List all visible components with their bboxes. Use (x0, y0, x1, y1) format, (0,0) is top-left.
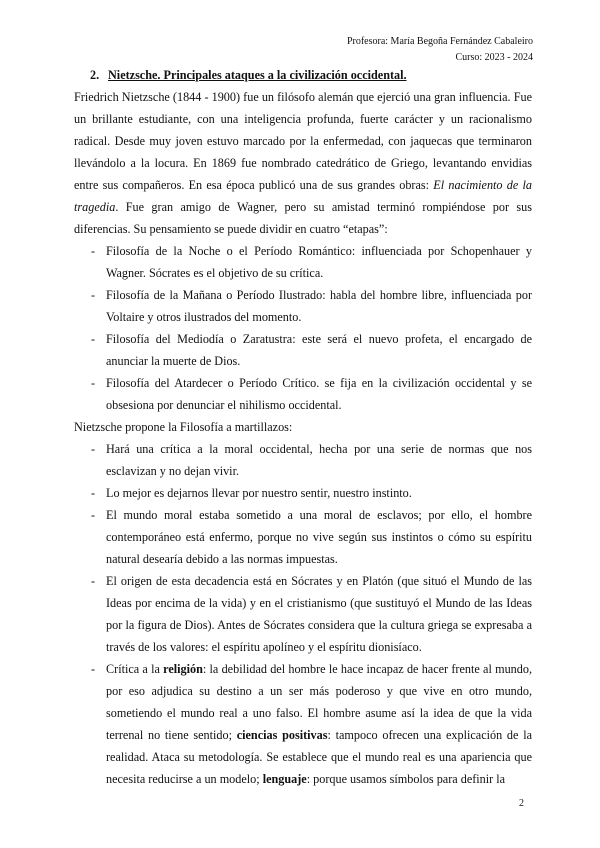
critique-text (106, 662, 532, 786)
point-text: El origen de esta decadencia está en Sócrates y en Platón (que situó el Mundo de las Ideas por encima de la vida) y en el cristianismo (que sustituyó el Mundo de las Ideas por la figura de Dios). Antes de Sócrates considera que la cultura griega se expresaba a través de los valores: el espíritu apolíneo y el espíritu dionisíaco. (106, 574, 532, 654)
critique-part: : tampoco ofrecen una explicación de la realidad. Ataca su metodología. Se establece que el mundo real es una apariencia que necesita reducirse a un modelo; (106, 728, 532, 786)
keyword-religion: religión (163, 662, 203, 676)
bullet-dash: - (91, 244, 96, 258)
list-item (74, 504, 532, 570)
section-title: Nietzsche. Principales ataques a la civilización occidental. (108, 68, 407, 82)
section-heading (74, 64, 532, 86)
page-number: 2 (519, 798, 524, 809)
bullet-dash: - (91, 486, 96, 500)
list-item (74, 240, 532, 284)
point-text: Lo mejor es dejarnos llevar por nuestro sentir, nuestro instinto. (106, 486, 412, 500)
intro-text-end: . Fue gran amigo de Wagner, pero su amistad terminó rompiéndose por sus diferencias. Su pensamiento se puede dividir en cuatro “etapas”: (74, 200, 532, 236)
intro-text-start: Friedrich Nietzsche (1844 - 1900) fue un filósofo alemán que ejerció una gran influencia. Fue un brillante estudiante, con una inteligencia profunda, fuerte carácter y un racionalismo radical. Desde muy joven estuvo marcado por la enfermedad, con jaquecas que terminaron llevándolo a la locura. En 1869 fue nombrado catedrático de Griego, levantando envidias entre sus compañeros. En esa época publicó una de sus grandes obras: (74, 90, 532, 192)
list-item (74, 658, 532, 790)
list-item (74, 372, 532, 416)
bullet-dash: - (91, 442, 96, 456)
hammer-points-list (74, 438, 532, 790)
teacher-name: Profesora: María Begoña Fernández Cabaleiro (346, 36, 533, 47)
list-item (74, 284, 532, 328)
stage-text: Filosofía de la Mañana o Período Ilustrado: habla del hombre libre, influenciada por Voltaire y otros ilustrados del momento. (106, 288, 532, 324)
point-text: El mundo moral estaba sometido a una moral de esclavos; por ello, el hombre contemporáneo está enfermo, porque no vive según sus instintos o cómo su espíritu natural desearía debido a las normas impuestas. (106, 508, 532, 566)
bullet-dash: - (91, 508, 96, 522)
stage-text: Filosofía del Mediodía o Zaratustra: este será el nuevo profeta, el encargado de anunciar la muerte de Dios. (106, 332, 532, 368)
bullet-dash: - (91, 332, 96, 346)
bullet-dash: - (91, 376, 96, 390)
page-header (347, 34, 533, 66)
document-body (74, 64, 532, 790)
list-item (74, 328, 532, 372)
bullet-dash: - (91, 662, 96, 676)
book-title: El nacimiento de la tragedia (74, 178, 532, 214)
critique-part: : porque usamos símbolos para definir la (306, 772, 506, 786)
stages-list (74, 240, 532, 416)
keyword-ciencias-positivas: ciencias positivas (236, 728, 328, 742)
stage-text: Filosofía de la Noche o el Período Romántico: influenciada por Schopenhauer y Wagner. Sócrates es el objetivo de su crítica. (106, 244, 532, 280)
section-number: 2. (90, 68, 100, 82)
list-item (74, 570, 532, 658)
hammer-intro: Nietzsche propone la Filosofía a martillazos: (74, 420, 293, 434)
list-item (74, 438, 532, 482)
keyword-lenguaje: lenguaje (262, 772, 307, 786)
point-text: Hará una crítica a la moral occidental, hecha por una serie de normas que nos esclavizan y no dejan vivir. (106, 442, 532, 478)
critique-part: Crítica a la (106, 662, 164, 676)
course-year: Curso: 2023 - 2024 (455, 52, 533, 63)
intro-paragraph (74, 86, 532, 240)
stage-text: Filosofía del Atardecer o Período Crítico. se fija en la civilización occidental y se obsesiona por denunciar el nihilismo occidental. (106, 376, 532, 412)
critique-part: : la debilidad del hombre le hace incapaz de hacer frente al mundo, por eso adjudica su destino a un ser más poderoso y que vive en otro mundo, sometiendo el mundo real a uno falso. El hombre asume así la idea de que la vida terrenal no tiene sentido; (106, 662, 532, 742)
bullet-dash: - (91, 288, 96, 302)
bullet-dash: - (91, 574, 96, 588)
list-item (74, 482, 532, 504)
